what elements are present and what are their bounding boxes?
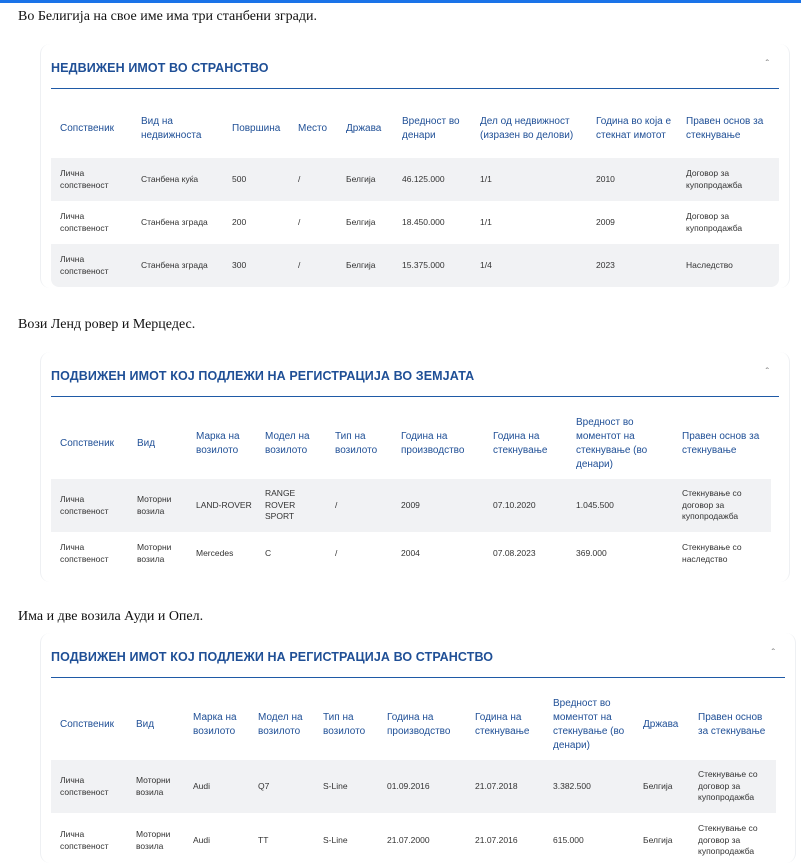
card-header[interactable] [51, 633, 785, 678]
col-header: Година во која е стекнат имотот [596, 116, 672, 141]
col-header: Површина [232, 123, 281, 134]
table-cell: Станбена зграда [132, 244, 223, 287]
table-cell: S-Line [314, 760, 378, 813]
table-cell: 15.375.000 [393, 244, 471, 287]
table-cell: Audi [193, 834, 211, 845]
col-header: Вредност во денари [402, 116, 460, 141]
card-header[interactable] [51, 352, 779, 397]
table-cell: / [335, 547, 338, 558]
table-cell: C [265, 547, 272, 558]
table-header-row [51, 689, 776, 760]
table-cell: 300 [223, 244, 289, 287]
table-cell: Стекнување со договор за купопродажба [698, 823, 758, 857]
col-header: Година на стекнување [493, 430, 548, 456]
table-cell: Моторни возила [128, 479, 187, 532]
table-header-row [51, 100, 779, 158]
table-cell: Белгија [634, 760, 689, 813]
paragraph-1: Во Белигија на свое име има три станбени згради. [18, 9, 317, 24]
table-cell: 01.09.2016 [378, 760, 466, 813]
table-header-row [51, 408, 771, 479]
table-row [51, 158, 779, 201]
col-header: Година на стекнување [475, 711, 530, 737]
col-header: Сопственик [60, 123, 115, 134]
col-header: Сопственик [60, 437, 115, 449]
table-cell: 18.450.000 [402, 216, 445, 227]
col-header: Вредност во моментот на стекнување (во денари) [576, 416, 648, 470]
paragraph-2: Вози Ленд ровер и Мерцедес. [18, 317, 196, 332]
table-cell: S-Line [323, 834, 348, 845]
table-row [51, 479, 771, 532]
table-cell: 615.000 [553, 834, 584, 845]
table-cell: TT [258, 834, 269, 845]
table-cell: Лична сопственост [51, 158, 132, 201]
table-cell: Q7 [249, 760, 314, 813]
table-cell: Стекнување со наследство [682, 542, 742, 564]
table-cell: Договор за купопродажба [686, 211, 743, 233]
table-cell: 07.10.2020 [484, 479, 567, 532]
col-header: Дел од недвижност (изразен во делови) [480, 116, 574, 141]
table-row [51, 760, 776, 813]
col-header: Модел на возилото [265, 430, 310, 456]
table-row [51, 244, 779, 287]
table-cell: LAND-ROVER [187, 479, 256, 532]
table-cell: / [298, 216, 301, 227]
table-cell: Моторни возила [127, 760, 184, 813]
table-cell: Лична сопственост [51, 244, 132, 287]
col-header: Вредност во моментот на стекнување (во денари) [553, 697, 625, 751]
col-header: Марка на возилото [193, 711, 237, 737]
col-header: Модел на возилото [258, 711, 303, 737]
table-cell: 46.125.000 [393, 158, 471, 201]
table-cell: 1/1 [471, 158, 587, 201]
table-cell: Белгија [337, 244, 393, 287]
table-cell: Наследство [677, 244, 779, 287]
card-movable-domestic [40, 352, 790, 582]
col-header: Правен основ за стекнување [682, 430, 760, 456]
table-cell: Лична сопственост [60, 211, 109, 233]
col-header: Вид [136, 718, 155, 730]
table-cell: Mercedes [196, 547, 234, 558]
col-header: Година на производство [387, 711, 451, 737]
table-row [51, 813, 776, 868]
col-header: Правен основ за стекнување [686, 116, 764, 141]
table-cell: 1/1 [480, 216, 492, 227]
table-cell: 369.000 [576, 547, 607, 558]
section-title: ПОДВИЖЕН ИМОТ КОЈ ПОДЛЕЖИ НА РЕГИСТРАЦИЈА ВО ЗЕМЈАТА [51, 369, 475, 383]
table-cell: Договор за купопродажба [677, 158, 779, 201]
table-cell: Станбена зграда [141, 216, 208, 227]
real-estate-table [51, 100, 779, 287]
table-cell: 21.07.2000 [387, 834, 430, 845]
section-title: НЕДВИЖЕН ИМОТ ВО СТРАНСТВО [51, 61, 269, 75]
chevron-up-icon[interactable]: ˆ [771, 648, 775, 659]
col-header: Тип на возилото [323, 711, 366, 737]
col-header: Вид [137, 437, 156, 449]
table-cell: 2010 [587, 158, 677, 201]
col-header: Вид на недвижноста [141, 116, 202, 141]
table-cell: Белгија [643, 834, 673, 845]
table-cell: Лична сопственост [60, 542, 109, 564]
table-cell: Станбена куќа [132, 158, 223, 201]
card-movable-abroad [40, 633, 796, 863]
col-header: Марка на возилото [196, 430, 240, 456]
table-cell: 2009 [596, 216, 615, 227]
table-cell: Стекнување со договор за купопродажба [673, 479, 771, 532]
table-cell: 200 [232, 216, 247, 227]
chevron-up-icon[interactable]: ˆ [765, 59, 769, 70]
table-cell: Audi [184, 760, 249, 813]
table-cell: Стекнување со договор за купопродажба [689, 760, 776, 813]
section-title: ПОДВИЖЕН ИМОТ КОЈ ПОДЛЕЖИ НА РЕГИСТРАЦИЈА ВО СТРАНСТВО [51, 650, 494, 664]
table-cell: 21.07.2018 [466, 760, 544, 813]
col-header: Сопственик [60, 718, 115, 730]
table-row [51, 532, 771, 575]
col-header: Држава [643, 718, 679, 730]
table-cell: Моторни возила [137, 542, 172, 564]
table-cell: 07.08.2023 [493, 547, 536, 558]
col-header: Место [298, 123, 328, 134]
table-cell: RANGE ROVER SPORT [256, 479, 326, 532]
table-cell: / [289, 158, 337, 201]
table-cell: Белгија [337, 158, 393, 201]
top-accent-bar [0, 0, 801, 3]
table-cell: 2004 [401, 547, 420, 558]
col-header: Година на производство [401, 430, 465, 456]
movable-domestic-table [51, 408, 771, 575]
table-cell: Лична сопственост [60, 829, 109, 851]
table-cell: Лична сопственост [51, 479, 128, 532]
col-header: Тип на возилото [335, 430, 378, 456]
table-cell: 21.07.2016 [475, 834, 518, 845]
card-real-estate-abroad [40, 44, 790, 288]
table-row [51, 201, 779, 244]
movable-abroad-table [51, 689, 776, 868]
table-cell: 500 [223, 158, 289, 201]
card-header[interactable] [51, 44, 779, 89]
table-cell: 1.045.500 [567, 479, 673, 532]
table-cell: Моторни возила [136, 829, 171, 851]
table-cell: 2023 [587, 244, 677, 287]
table-cell: 2009 [392, 479, 484, 532]
table-cell: / [289, 244, 337, 287]
table-cell: 1/4 [471, 244, 587, 287]
chevron-up-icon[interactable]: ˆ [765, 367, 769, 378]
table-cell: / [326, 479, 392, 532]
table-cell: Лична сопственост [51, 760, 127, 813]
col-header: Правен основ за стекнување [698, 711, 766, 737]
col-header: Држава [346, 123, 382, 134]
table-cell: Белгија [346, 216, 376, 227]
paragraph-3: Има и две возила Ауди и Опел. [18, 609, 204, 624]
table-cell: 3.382.500 [544, 760, 634, 813]
